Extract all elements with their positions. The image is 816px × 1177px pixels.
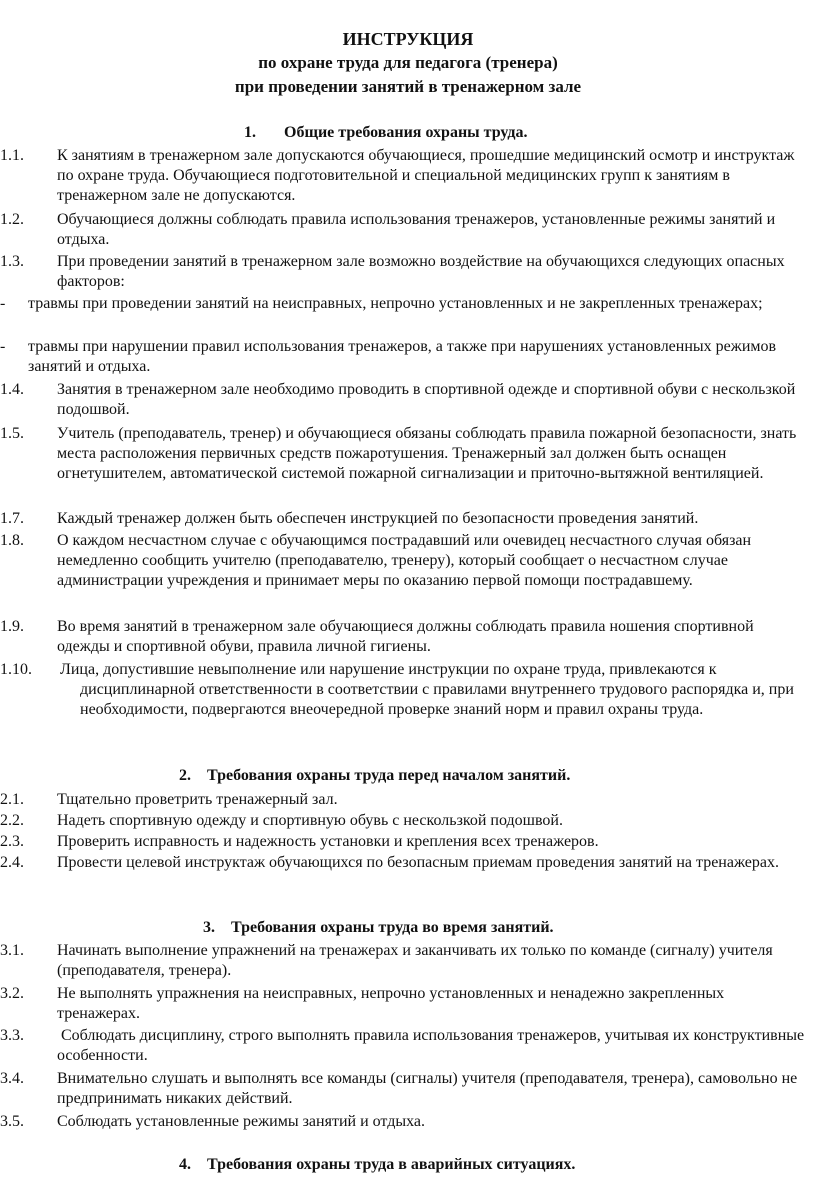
item-text: Во время занятий в тренажерном зале обучающиеся должны соблюдать правила ношения спортивной одежды и спортивной обуви, правила личной гигиены. [57, 618, 754, 655]
item-bullet: - [0, 295, 6, 312]
item-text: Учитель (преподаватель, тренер) и обучающиеся обязаны соблюдать правила пожарной безопасности, знать места расположения первичных средств пожаротушения. Тренажерный зал должен быть оснащен огнетушителем, автоматической системой пожарной сигнализации и приточно-вытяжной вентиляцией. [57, 425, 797, 482]
document-subtitle-line-2: при проведении занятий в тренажерном зале [234, 77, 582, 96]
section-heading-2 [179, 766, 570, 786]
instruction-item-3-3 [0, 1026, 814, 1066]
item-number: 3.4. [0, 1070, 24, 1087]
item-number: 1.9. [0, 618, 24, 635]
instruction-item-1-4 [0, 380, 814, 420]
item-number: 2.1. [0, 791, 24, 808]
item-number: 2.2. [0, 812, 24, 829]
document-title: ИНСТРУКЦИЯ [342, 29, 474, 49]
instruction-item-1-9 [0, 617, 814, 657]
item-number: 3.1. [0, 942, 24, 959]
item-text: Обучающиеся должны соблюдать правила использования тренажеров, установленные режимы занятий и отдыха. [57, 211, 776, 248]
item-text: Не выполнять упражнения на неисправных, непрочно установленных и ненадежно закрепленных тренажерах. [57, 985, 725, 1022]
item-number: 1.10. [0, 661, 32, 678]
instruction-item-1-7 [0, 509, 814, 529]
instruction-subitem-1-3-a [0, 294, 814, 314]
section-title: Требования охраны труда во время занятий. [231, 919, 554, 936]
item-text: Внимательно слушать и выполнять все команды (сигналы) учителя (преподавателя, тренера), самовольно не предпринимать никаких действий. [57, 1070, 798, 1107]
instruction-item-1-10 [0, 660, 814, 720]
instruction-item-3-4 [0, 1069, 814, 1109]
item-text: Соблюдать установленные режимы занятий и отдыха. [57, 1113, 425, 1130]
item-text: Начинать выполнение упражнений на тренажерах и заканчивать их только по команде (сигналу) учителя (преподавателя, тренера). [57, 942, 773, 979]
item-number: 3.3. [0, 1027, 24, 1044]
item-text: Проверить исправность и надежность установки и крепления всех тренажеров. [57, 833, 599, 850]
instruction-item-3-2 [0, 984, 814, 1024]
item-number: 1.2. [0, 211, 24, 228]
instruction-item-1-3 [0, 252, 814, 292]
item-number: 3.5. [0, 1113, 24, 1130]
item-text: К занятиям в тренажерном зале допускаются обучающиеся, прошедшие медицинский осмотр и инструктаж по охране труда. Обучающиеся подготовительной и специальной медицинских групп к занятиям в тренажерном зале не допускаются. [57, 147, 795, 204]
instruction-item-2-4 [0, 853, 814, 873]
instruction-item-1-2 [0, 210, 814, 250]
instruction-item-3-5 [0, 1112, 814, 1132]
item-text: При проведении занятий в тренажерном зале возможно воздействие на обучающихся следующих опасных факторов: [57, 253, 785, 290]
section-number: 3. [203, 919, 215, 936]
section-number: 1. [244, 124, 256, 141]
item-number: 1.8. [0, 532, 24, 549]
item-number: 1.3. [0, 253, 24, 270]
item-text: Надеть спортивную одежду и спортивную обувь с нескользкой подошвой. [57, 812, 563, 829]
instruction-item-2-2 [0, 811, 814, 831]
instruction-item-3-1 [0, 941, 814, 981]
document-subtitle-line-1: по охране труда для педагога (тренера) [258, 53, 558, 72]
item-text: травмы при нарушении правил использования тренажеров, а также при нарушениях установленных режимов занятий и отдыха. [28, 338, 777, 375]
item-text: Каждый тренажер должен быть обеспечен инструкцией по безопасности проведения занятий. [57, 510, 699, 527]
section-title: Требования охраны труда перед началом занятий. [207, 767, 571, 784]
item-number: 1.5. [0, 425, 24, 442]
section-heading-1 [244, 123, 528, 143]
instruction-item-1-8 [0, 531, 814, 591]
section-number: 4. [179, 1156, 191, 1173]
item-number: 3.2. [0, 985, 24, 1002]
instruction-item-2-3 [0, 832, 814, 852]
item-text: Занятия в тренажерном зале необходимо проводить в спортивной одежде и спортивной обуви с нескользкой подошвой. [57, 381, 796, 418]
section-number: 2. [179, 767, 191, 784]
item-text: Провести целевой инструктаж обучающихся по безопасным приемам проведения занятий на тренажерах. [57, 854, 780, 871]
item-bullet: - [0, 338, 6, 355]
item-number: 1.7. [0, 510, 24, 527]
section-title: Требования охраны труда в аварийных ситуациях. [207, 1156, 576, 1173]
instruction-item-1-5 [0, 424, 814, 484]
item-number: 1.1. [0, 147, 24, 164]
instruction-item-1-1 [0, 146, 814, 206]
instruction-item-2-1 [0, 790, 814, 810]
item-number: 2.4. [0, 854, 24, 871]
item-text: травмы при проведении занятий на неисправных, непрочно установленных и не закрепленных тренажерах; [28, 295, 763, 312]
item-text: О каждом несчастном случае с обучающимся пострадавший или очевидец несчастного случая обязан немедленно сообщить учителю (преподавателю, тренеру), который сообщает о несчастном случае администрации учреждения и принимает меры по оказанию первой помощи пострадавшему. [57, 532, 752, 589]
section-heading-3 [203, 918, 554, 938]
section-heading-4 [179, 1155, 575, 1175]
item-number: 2.3. [0, 833, 24, 850]
instruction-subitem-1-3-b [0, 337, 814, 377]
item-text: Тщательно проветрить тренажерный зал. [57, 791, 338, 808]
item-text: Лица, допустившие невыполнение или нарушение инструкции по охране труда, привлекаются к дисциплинарной ответственности в соответствии с правилами внутреннего трудового распорядка и, при необходимости, подвергаются внеочередной проверке знаний норм и правил охраны труда. [60, 661, 794, 718]
item-text: Соблюдать дисциплину, строго выполнять правила использования тренажеров, учитывая их конструктивные особенности. [57, 1027, 805, 1064]
item-number: 1.4. [0, 381, 24, 398]
section-title: Общие требования охраны труда. [284, 124, 528, 141]
